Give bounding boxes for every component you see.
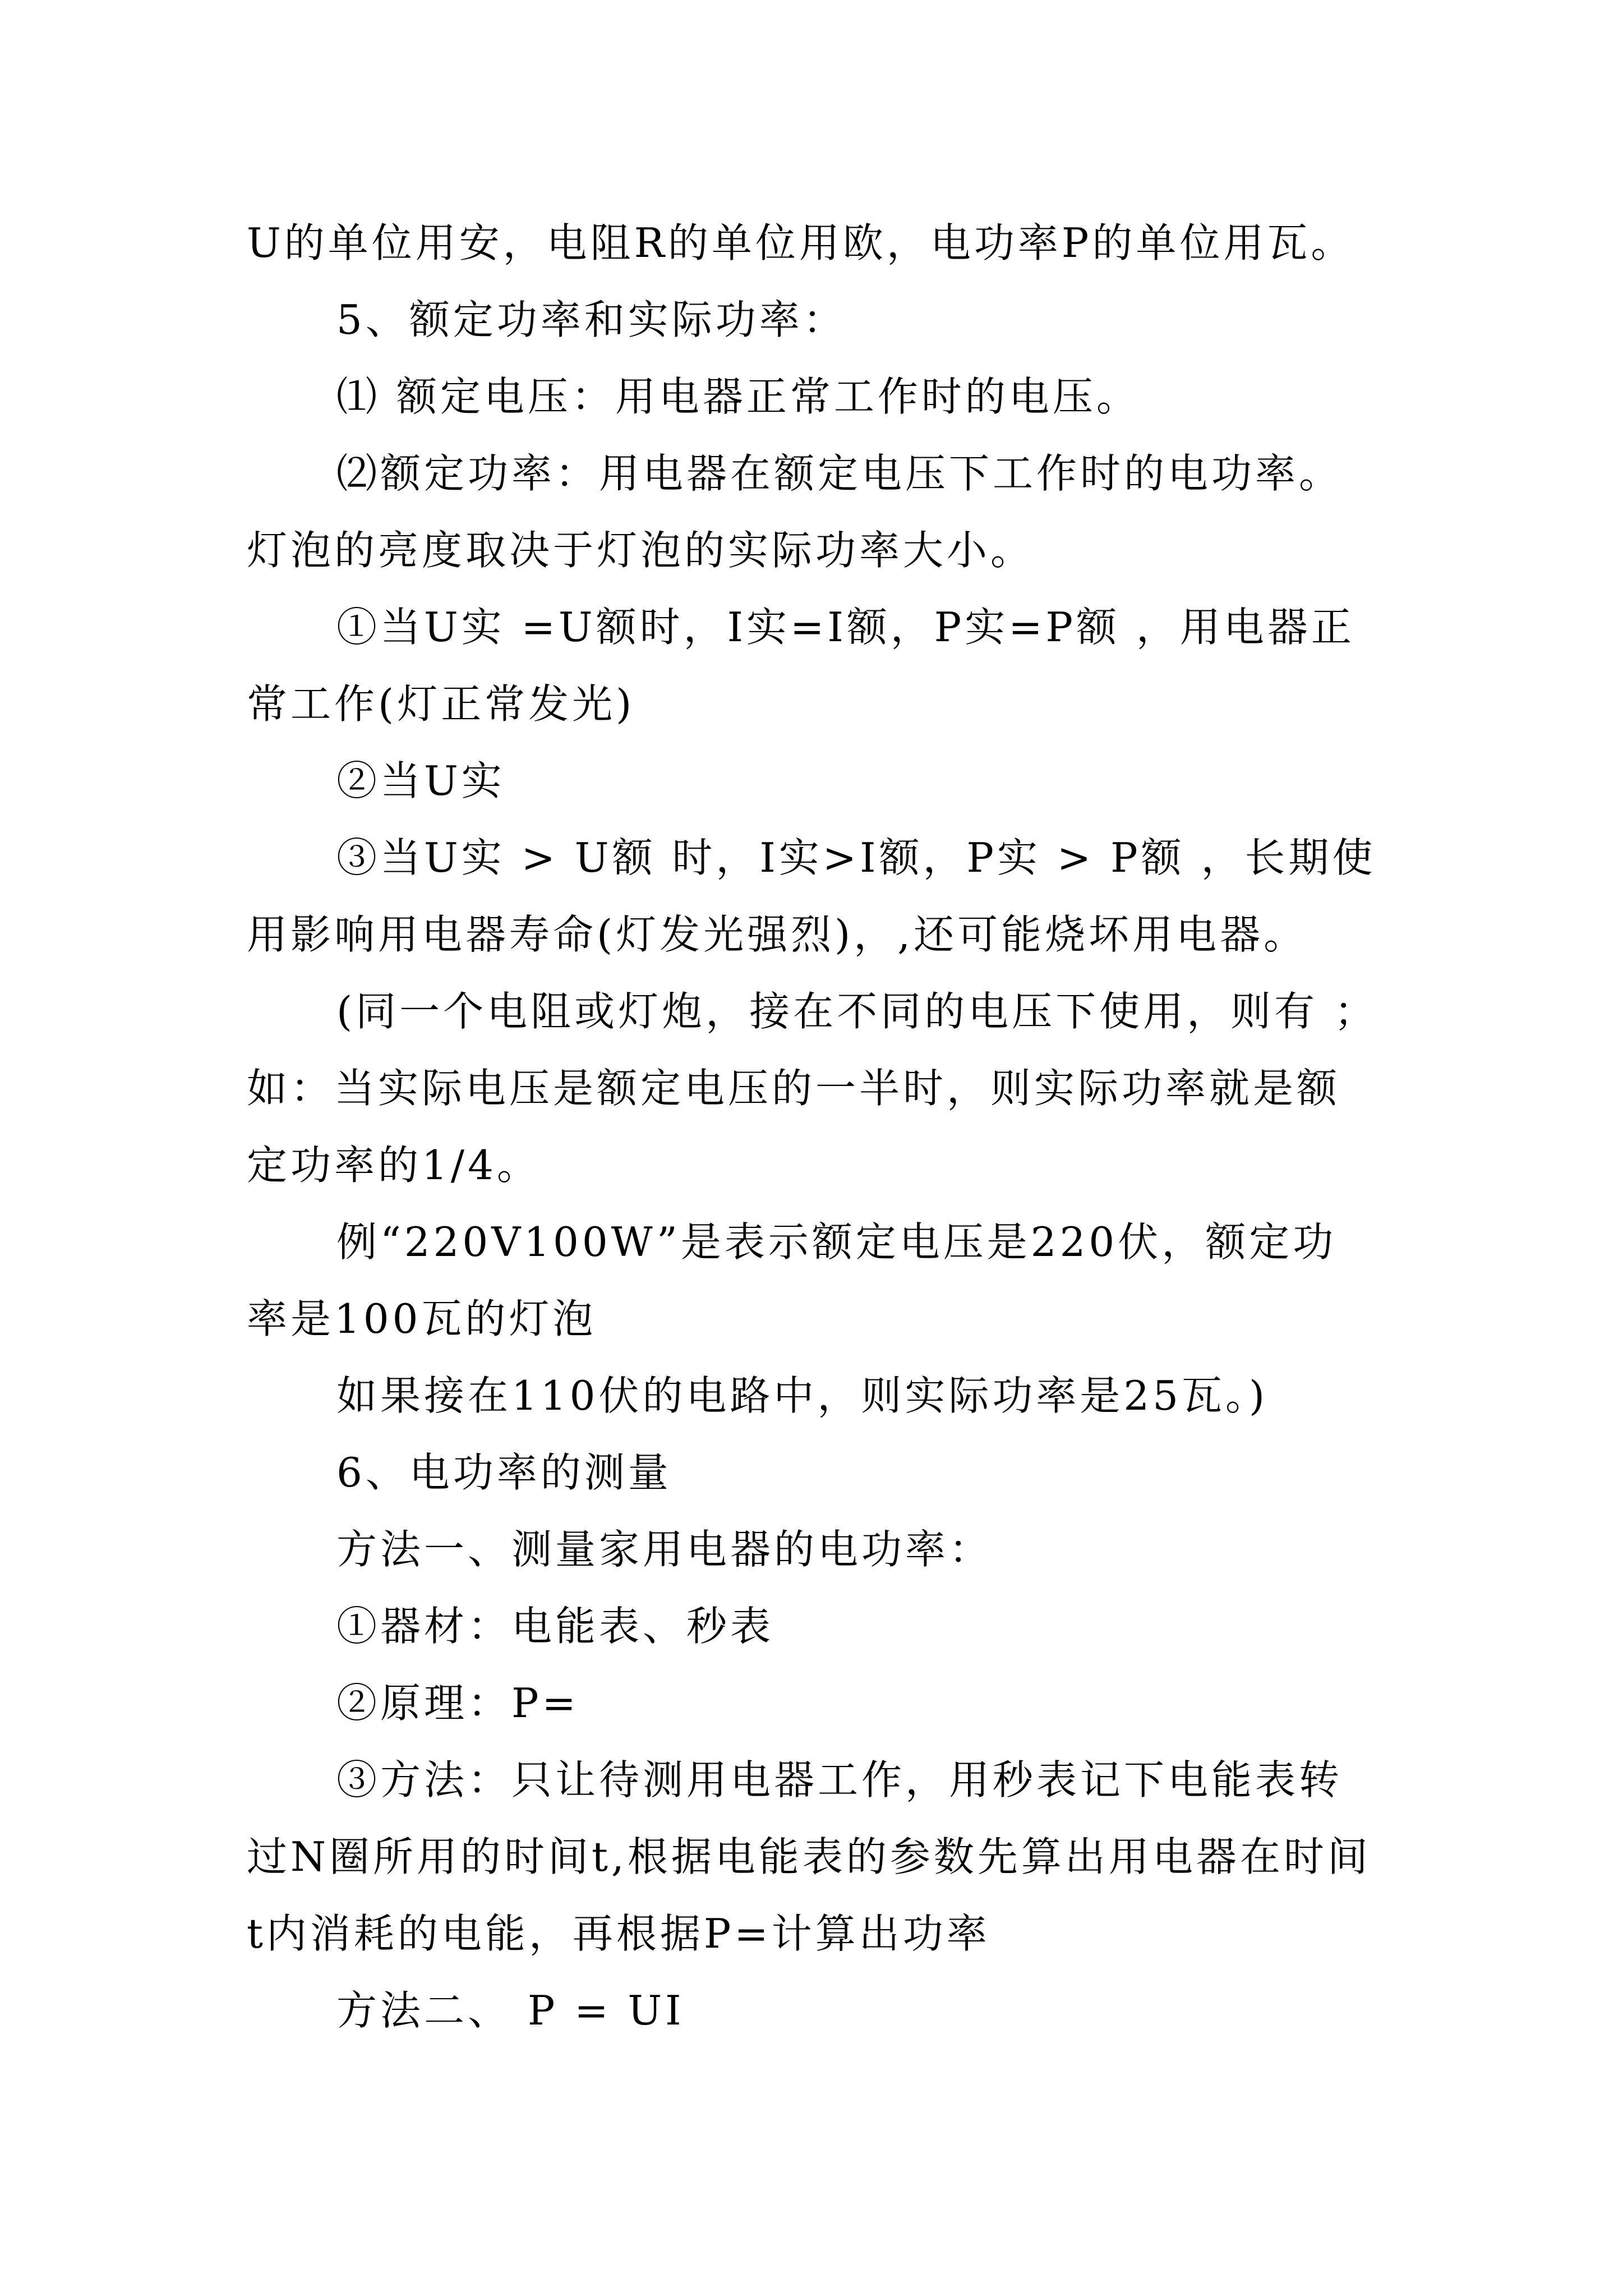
paragraph-case-greater: ③当U实 > U额 时，I实>I额，P实 > P额 ，长期使用影响用电器寿命(灯发光强烈)，,还可能烧坏用电器。 (247, 834, 1376, 958)
paragraph-case-equal: ①当U实 =U额时，I实=I额，P实=P额 ，用电器正常工作(灯正常发光) (247, 604, 1355, 728)
paragraph-method-one: 方法一、测量家用电器的电功率： (336, 1526, 993, 1573)
heading-rated-and-actual-power: 5、额定功率和实际功率： (336, 296, 847, 343)
paragraph-example-bulb: 例“220V100W”是表示额定电压是220伏，额定功率是100瓦的灯泡 (247, 1218, 1337, 1342)
document-body (247, 205, 1380, 2049)
paragraph-method-two: 方法二、 P = UI (336, 1987, 685, 2034)
heading-power-measurement: 6、电功率的测量 (336, 1449, 672, 1496)
paragraph-units: U的单位用安，电阻R的单位用欧，电功率P的单位用瓦。 (247, 219, 1355, 266)
paragraph-rated-power: ⑵额定功率：用电器在额定电压下工作时的电功率。灯泡的亮度取决于灯泡的实际功率大小。 (247, 450, 1343, 574)
paragraph-rated-voltage: ⑴ 额定电压：用电器正常工作时的电压。 (336, 373, 1140, 420)
paragraph-case-less: ②当U实 (336, 757, 505, 804)
paragraph-procedure: ③方法：只让待测用电器工作，用秒表记下电能表转过N圈所用的时间t,根据电能表的参数先算出用电器在时间t内消耗的电能，再根据P=计算出功率 (247, 1756, 1371, 1957)
paragraph-example-110v: 如果接在110伏的电路中，则实际功率是25瓦。) (336, 1372, 1269, 1419)
paragraph-equipment: ①器材：电能表、秒表 (336, 1603, 774, 1650)
paragraph-principle: ②原理：P= (336, 1680, 579, 1727)
paragraph-same-resistor-note: (同一个电阻或灯炮，接在不同的电压下使用，则有 ；如：当实际电压是额定电压的一半时，则实际功率就是额定功率的1/4。 (247, 988, 1378, 1189)
